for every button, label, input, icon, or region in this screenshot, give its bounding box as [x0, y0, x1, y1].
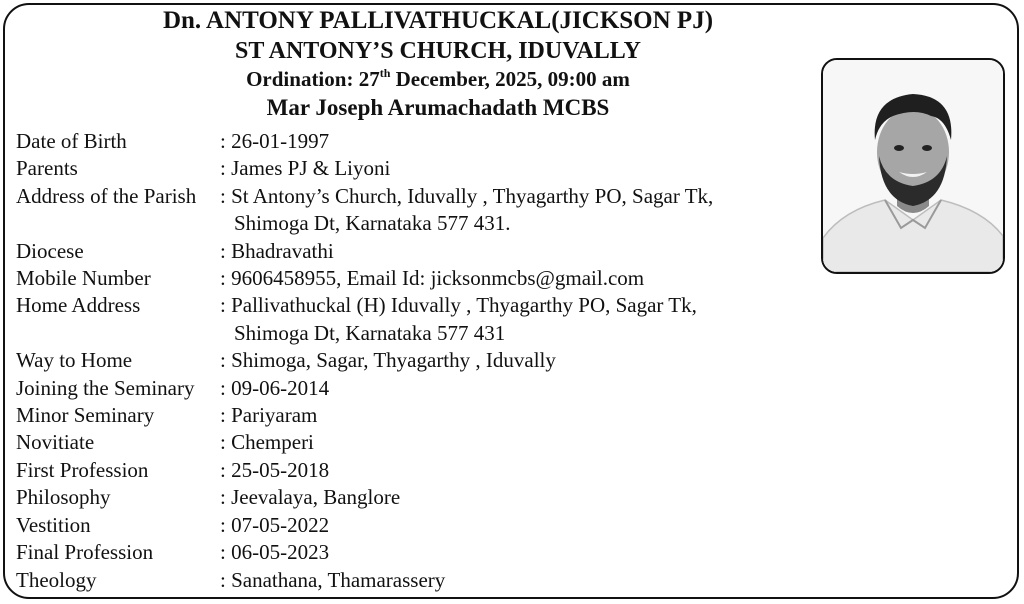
- details-list: [16, 128, 713, 594]
- ordination-line: [0, 65, 876, 93]
- detail-value-line: : James PJ & Liyoni: [220, 156, 391, 181]
- detail-value: [220, 292, 713, 347]
- detail-label: First Profession: [16, 457, 149, 482]
- detail-value-line: : 07-05-2022: [220, 512, 330, 537]
- church-name: ST ANTONY’S CHURCH, IDUVALLY: [235, 38, 641, 64]
- detail-label: Diocese: [16, 238, 84, 263]
- detail-value-line: : Sanathana, Thamarassery: [220, 567, 446, 592]
- deacon-name: Dn. ANTONY PALLIVATHUCKAL(JICKSON PJ): [162, 7, 714, 34]
- detail-label: Novitiate: [16, 430, 95, 455]
- detail-row: [16, 539, 713, 566]
- detail-label: Philosophy: [16, 485, 111, 510]
- detail-value-line: : 26-01-1997: [220, 129, 330, 153]
- detail-row: [16, 183, 713, 238]
- detail-row: [16, 128, 713, 155]
- detail-value-line: : 09-06-2014: [220, 375, 330, 400]
- portrait-photo-icon: [823, 60, 1003, 272]
- detail-value: [220, 429, 713, 456]
- detail-label: Theology: [16, 567, 97, 592]
- detail-label: Home Address: [16, 293, 141, 318]
- ordination-suffix: December, 2025, 09:00 am: [390, 67, 630, 91]
- detail-row: [16, 567, 713, 594]
- detail-label: Vestition: [16, 512, 91, 537]
- detail-label: Final Profession: [16, 540, 154, 565]
- detail-value-line: : 25-05-2018: [220, 457, 330, 482]
- detail-row: [16, 292, 713, 347]
- detail-label: Joining the Seminary: [16, 375, 195, 400]
- bishop-name: Mar Joseph Arumachadath MCBS: [266, 95, 610, 120]
- detail-value: [220, 539, 713, 566]
- detail-row: [16, 265, 713, 292]
- detail-row: [16, 238, 713, 265]
- detail-value: [220, 155, 713, 182]
- detail-label: Parents: [16, 156, 78, 181]
- detail-value: [220, 128, 713, 155]
- detail-label: Date of Birth: [16, 129, 127, 153]
- detail-row: [16, 347, 713, 374]
- detail-value-line: : Shimoga, Sagar, Thyagarthy , Iduvally: [220, 348, 556, 373]
- detail-value-line: : Bhadravathi: [220, 238, 334, 263]
- detail-value: [220, 347, 713, 374]
- detail-value: [220, 402, 713, 429]
- detail-value-line: : Pallivathuckal (H) Iduvally , Thyagarthy PO, Sagar Tk,: [220, 293, 697, 318]
- detail-value-line: : Chemperi: [220, 430, 314, 455]
- detail-value: [220, 512, 713, 539]
- ordination-sup: th: [379, 66, 391, 80]
- detail-value: [220, 484, 713, 511]
- detail-value: [220, 375, 713, 402]
- detail-value: [220, 238, 713, 265]
- detail-label: Mobile Number: [16, 266, 151, 291]
- detail-value: [220, 265, 713, 292]
- detail-row: [16, 457, 713, 484]
- detail-value: [220, 183, 713, 238]
- ordination-prefix: Ordination: 27: [246, 67, 380, 91]
- detail-value-line: : St Antony’s Church, Iduvally , Thyagarthy PO, Sagar Tk,: [220, 183, 714, 208]
- detail-label: Minor Seminary: [16, 403, 155, 428]
- detail-value-line: : 06-05-2023: [220, 540, 330, 565]
- detail-value: [220, 457, 713, 484]
- detail-value-line: : Jeevalaya, Banglore: [220, 485, 401, 510]
- detail-value-line: : 9606458955, Email Id: jicksonmcbs@gmail.com: [220, 266, 645, 291]
- detail-row: [16, 402, 713, 429]
- detail-label: Way to Home: [16, 348, 133, 373]
- detail-row: [16, 484, 713, 511]
- detail-value-line-2: Shimoga Dt, Karnataka 577 431: [234, 320, 506, 345]
- detail-row: [16, 375, 713, 402]
- detail-value-line: : Pariyaram: [220, 403, 318, 428]
- detail-value-line-2: Shimoga Dt, Karnataka 577 431.: [234, 211, 511, 236]
- detail-value: [220, 567, 713, 594]
- detail-row: [16, 429, 713, 456]
- detail-row: [16, 512, 713, 539]
- portrait-photo: [821, 58, 1005, 274]
- detail-label: Address of the Parish: [16, 183, 197, 208]
- detail-row: [16, 155, 713, 182]
